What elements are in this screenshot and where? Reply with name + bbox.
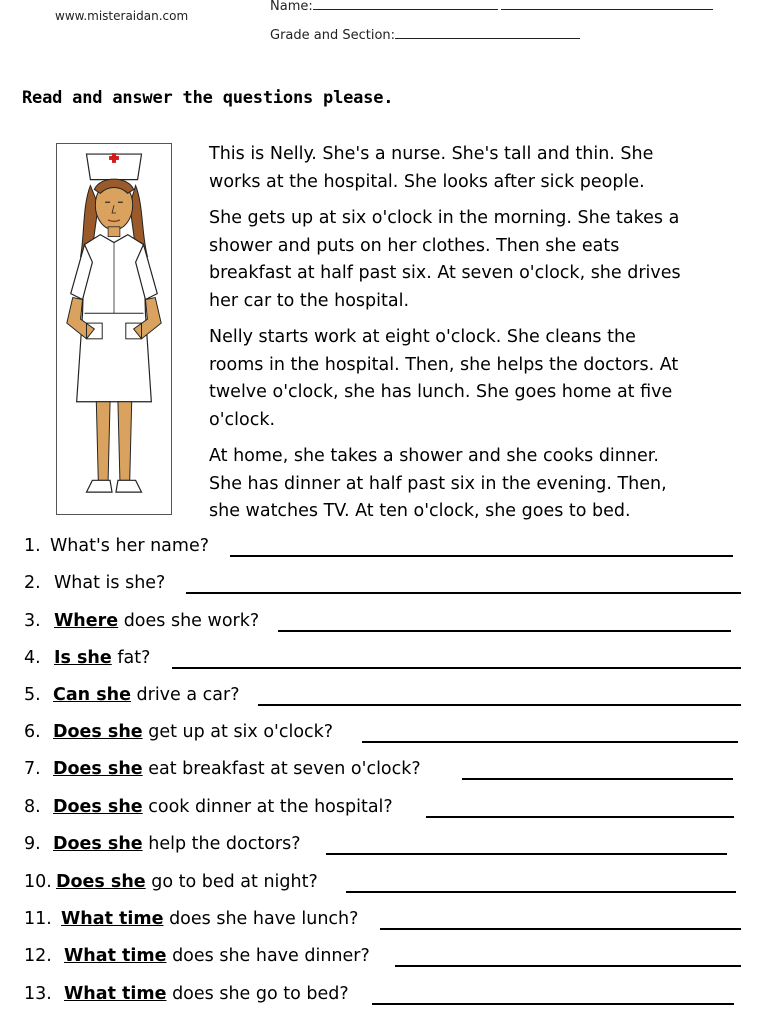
- question-number: 5.: [24, 685, 41, 705]
- question-keyword: Where: [54, 611, 119, 631]
- story-line: her car to the hospital.: [209, 290, 410, 311]
- story-line: she watches TV. At ten o'clock, she goes to bed.: [209, 501, 631, 521]
- question-body: does she work?: [118, 611, 260, 631]
- story-line: works at the hospital. She looks after sick people.: [209, 171, 645, 192]
- name-blank-line: [313, 0, 498, 10]
- question-item: [0, 941, 768, 971]
- name-label: Name:: [270, 0, 313, 14]
- question-number: 4.: [24, 648, 41, 668]
- question-item: [0, 531, 768, 561]
- question-item: [0, 904, 768, 934]
- grade-section-field: [270, 26, 580, 43]
- story-line: She has dinner at half past six in the evening. Then,: [209, 473, 667, 494]
- answer-line[interactable]: [362, 721, 738, 743]
- story-line: twelve o'clock, she has lunch. She goes home at five: [209, 382, 673, 402]
- question-body: does she have lunch?: [163, 909, 359, 929]
- question-number: 9.: [24, 834, 41, 854]
- question-keyword: Does she: [56, 872, 146, 892]
- question-body: What is she?: [54, 573, 166, 593]
- question-body: help the doctors?: [142, 834, 301, 854]
- question-text: [56, 872, 318, 892]
- story-line: This is Nelly. She's a nurse. She's tall and thin. She: [209, 144, 654, 164]
- answer-line[interactable]: [230, 535, 733, 557]
- answer-line[interactable]: [258, 684, 741, 706]
- story-line: She gets up at six o'clock in the morning. She takes a: [209, 208, 680, 228]
- question-body: does she have dinner?: [166, 946, 370, 966]
- question-item: [0, 568, 768, 598]
- answer-line[interactable]: [380, 908, 741, 930]
- reading-passage: [209, 141, 754, 535]
- website-url: www.misteraidan.com: [55, 9, 189, 23]
- question-keyword: Does she: [53, 759, 143, 779]
- question-number: 1.: [24, 536, 41, 556]
- question-keyword: What time: [64, 984, 167, 1004]
- question-number: 8.: [24, 797, 41, 817]
- grade-section-label: Grade and Section:: [270, 28, 396, 43]
- question-keyword: Does she: [53, 797, 143, 817]
- answer-line[interactable]: [395, 945, 741, 967]
- answer-line[interactable]: [186, 572, 741, 594]
- question-body: What's her name?: [50, 536, 210, 556]
- question-number: 2.: [24, 573, 41, 593]
- question-text: [54, 573, 165, 593]
- question-body: cook dinner at the hospital?: [142, 797, 393, 817]
- question-body: go to bed at night?: [145, 872, 318, 892]
- question-number: 12.: [24, 946, 52, 966]
- question-item: [0, 754, 768, 784]
- question-text: [54, 611, 259, 631]
- question-text: [53, 722, 333, 742]
- question-text: [53, 759, 421, 779]
- question-number: 11.: [24, 909, 52, 929]
- story-line: At home, she takes a shower and she cooks dinner.: [209, 446, 659, 466]
- question-text: [53, 797, 393, 817]
- question-number: 13.: [24, 984, 52, 1004]
- question-text: [64, 946, 370, 966]
- name-field: [270, 0, 713, 14]
- story-line: rooms in the hospital. Then, she helps the doctors. At: [209, 354, 679, 375]
- question-body: fat?: [111, 648, 151, 668]
- question-number: 6.: [24, 722, 41, 742]
- question-keyword: What time: [61, 909, 164, 929]
- answer-line[interactable]: [372, 983, 734, 1005]
- question-body: does she go to bed?: [166, 984, 349, 1004]
- answer-line[interactable]: [326, 833, 727, 855]
- question-item: [0, 829, 768, 859]
- question-item: [0, 717, 768, 747]
- name-blank-line-2: [501, 0, 713, 10]
- question-item: [0, 643, 768, 673]
- question-number: 7.: [24, 759, 41, 779]
- question-item: [0, 867, 768, 897]
- story-paragraph: [209, 205, 754, 315]
- question-body: drive a car?: [130, 685, 240, 705]
- story-line: Nelly starts work at eight o'clock. She cleans the: [209, 327, 636, 347]
- question-keyword: What time: [64, 946, 167, 966]
- question-text: [54, 648, 150, 668]
- answer-line[interactable]: [278, 610, 731, 632]
- question-text: [50, 536, 209, 556]
- question-keyword: Can she: [53, 685, 131, 705]
- question-number: 3.: [24, 611, 41, 631]
- question-text: [64, 984, 349, 1004]
- question-item: [0, 979, 768, 1009]
- question-number: 10.: [24, 872, 52, 892]
- question-keyword: Does she: [53, 834, 143, 854]
- story-line: breakfast at half past six. At seven o'clock, she drives: [209, 263, 681, 283]
- nurse-illustration: [56, 143, 172, 515]
- question-body: get up at six o'clock?: [142, 722, 334, 742]
- answer-line[interactable]: [346, 871, 736, 893]
- question-item: [0, 792, 768, 822]
- answer-line[interactable]: [172, 647, 741, 669]
- question-item: [0, 680, 768, 710]
- question-keyword: Does she: [53, 722, 143, 742]
- question-text: [53, 834, 301, 854]
- story-line: shower and puts on her clothes. Then she eats: [209, 235, 620, 256]
- story-line: o'clock.: [209, 409, 276, 430]
- question-text: [53, 685, 239, 705]
- question-keyword: Is she: [54, 648, 112, 668]
- question-body: eat breakfast at seven o'clock?: [142, 759, 421, 779]
- answer-line[interactable]: [426, 796, 734, 818]
- question-text: [61, 909, 358, 929]
- story-paragraph: [209, 141, 754, 196]
- grade-section-blank-line: [395, 26, 580, 39]
- question-item: [0, 606, 768, 636]
- instructions-heading: Read and answer the questions please.: [22, 88, 394, 108]
- story-paragraph: [209, 324, 754, 434]
- answer-line[interactable]: [462, 758, 733, 780]
- story-paragraph: [209, 443, 754, 526]
